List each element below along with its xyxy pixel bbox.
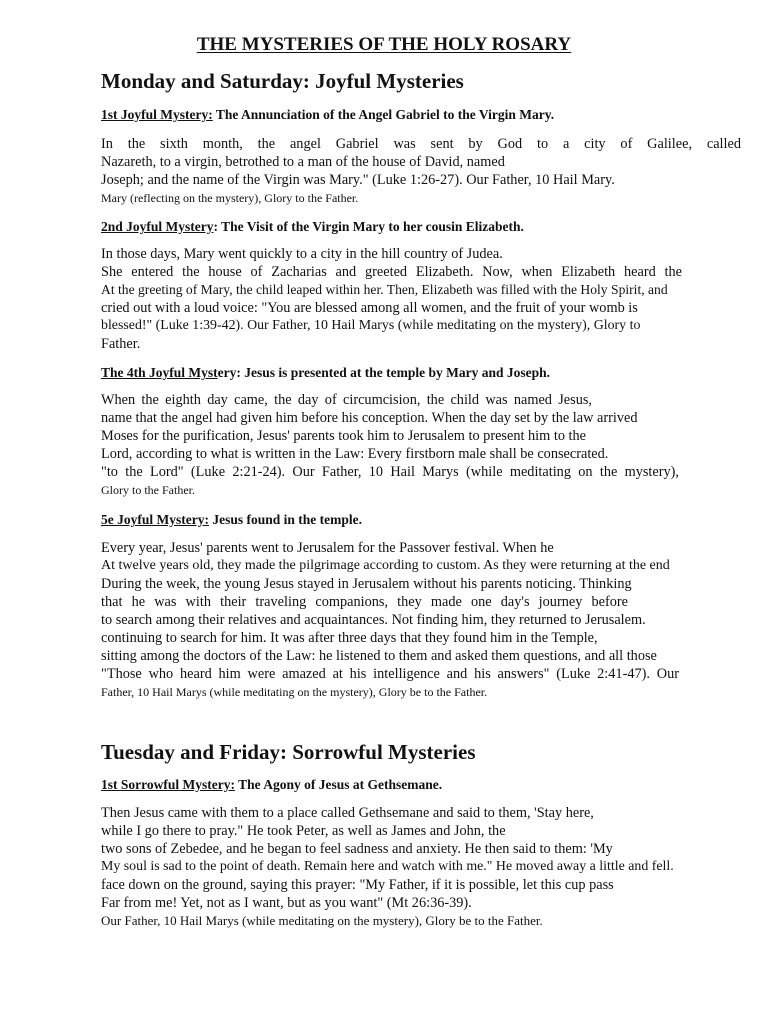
mystery-label: 2nd Joyful Mystery bbox=[101, 219, 214, 234]
mystery-heading bbox=[101, 776, 442, 793]
text-line: name that the angel had given him before his conception. When the day set by the law arrived bbox=[101, 410, 638, 426]
mystery-heading bbox=[101, 511, 362, 528]
text-line: Glory to the Father. bbox=[101, 483, 195, 497]
mystery-title: The Annunciation of the Angel Gabriel to the Virgin Mary. bbox=[212, 107, 555, 122]
mystery-heading bbox=[101, 106, 554, 123]
mystery-label: 1st Joyful Mystery: bbox=[101, 107, 213, 122]
mystery-text bbox=[101, 135, 741, 207]
text-line: Moses for the purification, Jesus' parents took him to Jerusalem to present him to the bbox=[101, 428, 587, 444]
text-line: blessed!" (Luke 1:39-42). Our Father, 10 Hail Marys (while meditating on the mystery), Glory to bbox=[101, 318, 641, 333]
mystery-label: The 4th Joyful Myst bbox=[101, 365, 218, 380]
text-line: Every year, Jesus' parents went to Jerusalem for the Passover festival. When he bbox=[101, 540, 554, 556]
text-line: Our Father, 10 Hail Marys (while meditating on the mystery), Glory be to the Father. bbox=[101, 913, 543, 928]
mystery-text bbox=[101, 539, 741, 701]
mystery-text bbox=[101, 391, 741, 499]
text-line: Then Jesus came with them to a place called Gethsemane and said to them, 'Stay here, bbox=[101, 805, 594, 821]
text-line: face down on the ground, saying this prayer: "My Father, if it is possible, let this cup pass bbox=[101, 877, 614, 893]
text-line: At the greeting of Mary, the child leaped within her. Then, Elizabeth was filled with the Holy Spirit, and bbox=[101, 282, 668, 297]
document-title: THE MYSTERIES OF THE HOLY ROSARY bbox=[196, 34, 572, 55]
text-line: Father, 10 Hail Marys (while meditating on the mystery), Glory be to the Father. bbox=[101, 685, 488, 699]
text-line: During the week, the young Jesus stayed in Jerusalem without his parents noticing. Thinking bbox=[101, 576, 632, 592]
text-line: Nazareth, to a virgin, betrothed to a man of the house of David, named bbox=[101, 154, 505, 170]
text-line: When the eighth day came, the day of circumcision, the child was named Jesus, bbox=[101, 392, 592, 408]
text-line: two sons of Zebedee, and he began to feel sadness and anxiety. He then said to them: 'My bbox=[101, 841, 613, 857]
mystery-label: 5e Joyful Mystery: bbox=[101, 512, 209, 527]
section-heading-joyful: Monday and Saturday: Joyful Mysteries bbox=[101, 69, 464, 93]
text-line: Joseph; and the name of the Virgin was Mary." (Luke 1:26-27). Our Father, 10 Hail Mary. bbox=[101, 172, 615, 188]
text-line: Far from me! Yet, not as I want, but as you want" (Mt 26:36-39). bbox=[101, 895, 472, 911]
text-line: My soul is sad to the point of death. Remain here and watch with me." He moved away a little and fell. bbox=[101, 859, 674, 874]
mystery-title: The Agony of Jesus at Gethsemane. bbox=[234, 777, 443, 792]
text-line: In those days, Mary went quickly to a city in the hill country of Judea. bbox=[101, 246, 503, 262]
text-line: Mary (reflecting on the mystery), Glory to the Father. bbox=[101, 191, 359, 205]
mystery-text bbox=[101, 245, 741, 353]
text-line: sitting among the doctors of the Law: he listened to them and asked them questions, and all those bbox=[101, 648, 657, 664]
mystery-title: Jesus found in the temple. bbox=[208, 512, 362, 527]
text-line: that he was with their traveling companions, they made one day's journey before bbox=[101, 594, 628, 610]
text-line: "to the Lord" (Luke 2:21-24). Our Father, 10 Hail Marys (while meditating on the mystery), bbox=[101, 464, 679, 480]
mystery-heading bbox=[101, 218, 524, 235]
text-line: continuing to search for him. It was after three days that they found him in the Temple, bbox=[101, 630, 598, 646]
text-line: She entered the house of Zacharias and greeted Elizabeth. Now, when Elizabeth heard the bbox=[101, 264, 682, 280]
text-line: Father. bbox=[101, 336, 141, 352]
text-line: cried out with a loud voice: "You are blessed among all women, and the fruit of your womb is bbox=[101, 300, 638, 316]
text-line: In the sixth month, the angel Gabriel was sent by God to a city of Galilee, called bbox=[101, 136, 741, 152]
text-line: Lord, according to what is written in the Law: Every firstborn male shall be consecrated. bbox=[101, 446, 609, 462]
text-line: "Those who heard him were amazed at his intelligence and his answers" (Luke 2:41-47). Our bbox=[101, 666, 679, 682]
mystery-text bbox=[101, 804, 741, 930]
mystery-heading bbox=[101, 364, 550, 381]
text-line: to search among their relatives and acquaintances. Not finding him, they returned to Jerusalem. bbox=[101, 612, 646, 628]
text-line: At twelve years old, they made the pilgrimage according to custom. As they were returning at the end bbox=[101, 558, 670, 573]
section-heading-sorrowful: Tuesday and Friday: Sorrowful Mysteries bbox=[101, 740, 476, 764]
mystery-title: ery: Jesus is presented at the temple by Mary and Joseph. bbox=[217, 365, 550, 380]
text-line: while I go there to pray." He took Peter, as well as James and John, the bbox=[101, 823, 506, 839]
mystery-label: 1st Sorrowful Mystery: bbox=[101, 777, 235, 792]
mystery-title: : The Visit of the Virgin Mary to her cousin Elizabeth. bbox=[213, 219, 524, 234]
